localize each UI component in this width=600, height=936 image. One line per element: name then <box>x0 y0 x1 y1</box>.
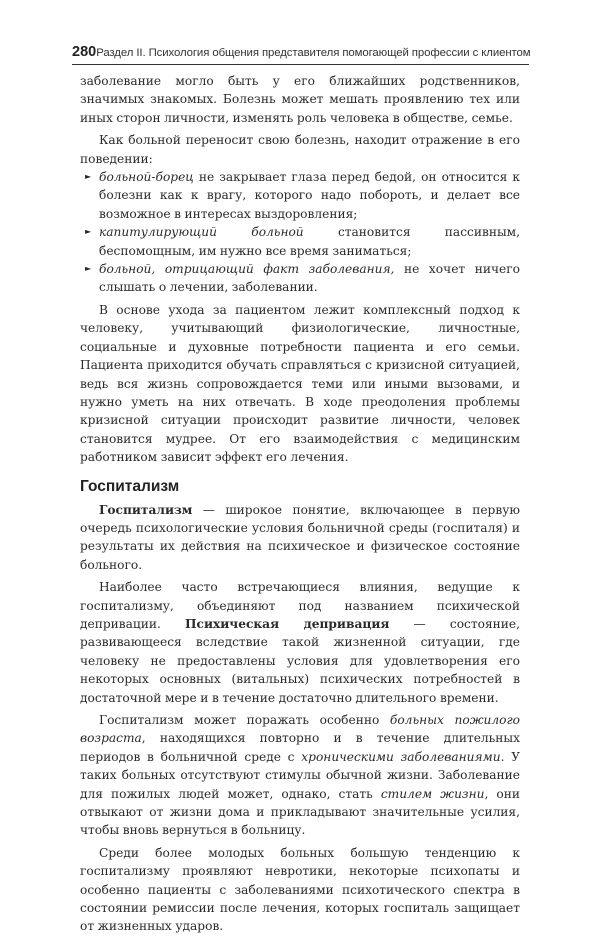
paragraph-text: — широкое понятие, включающее в первую очередь психологические условия больничной среды (госпиталя) и результаты их действия на психическое и физическое состояние больного. <box>80 502 520 572</box>
paragraph-continued: заболевание могло быть у его ближайших родственников, значимых знакомых. Болезнь может мешать проявлению тех или иных сторон личности, изменять роль человека в обществе, семье. <box>80 74 520 125</box>
paragraph-text: , находящихся повторно и в течение длительных периодов в больничной среде с <box>80 731 520 764</box>
list-item <box>80 168 520 223</box>
paragraph-deprivation <box>80 578 520 707</box>
paragraph-text: Госпитализм может поражать особенно <box>99 713 390 727</box>
list-item-term: больной, отрицающий факт заболевания, <box>99 262 395 277</box>
page-number: 280 <box>72 44 97 60</box>
paragraph-text: . У таких больных отсутствуют стимулы обычной жизни. Заболевание для пожилых людей может, однако, стать <box>80 749 521 801</box>
triangle-bullet-icon: ► <box>85 227 92 237</box>
list-item-term: больной-борец <box>99 170 194 185</box>
paragraph-text: Наиболее часто встречающиеся влияния, ведущие к госпитализму, объединяют под названием психической депривации. <box>80 580 520 631</box>
paragraph-elderly <box>80 711 520 840</box>
italic-term: стилем жизни <box>380 786 485 801</box>
italic-term: хроническими заболеваниями <box>301 749 501 764</box>
list-item <box>80 260 520 297</box>
running-title: Раздел II. Психология общения представителя помогающей профессии с клиентом <box>96 47 531 59</box>
bold-term: Психическая депривация <box>185 616 390 631</box>
page-header <box>72 40 529 65</box>
bold-term: Госпитализм <box>99 502 193 517</box>
paragraph-hospitalism-definition <box>80 501 520 575</box>
section-heading: Госпитализм <box>80 477 180 495</box>
list-item <box>80 223 520 260</box>
triangle-bullet-icon: ► <box>85 264 92 274</box>
list-item-text: не закрывает глаза перед бедой, он относится к болезни как к врагу, которого надо побороть, и делает все возможное в интересах выздоровления; <box>99 170 520 221</box>
triangle-bullet-icon: ► <box>85 172 92 182</box>
list-item-term: капитулирующий больной <box>99 225 304 240</box>
paragraph-behavior-intro: Как больной переносит свою болезнь, находит отражение в его поведении: <box>80 133 520 166</box>
paragraph-young-patients: Среди более молодых больных большую тенденцию к госпитализму проявляют невротики, некоторые психопаты и особенно пациенты с заболеваниями психотического спектра в состоянии ремиссии после лечения, которых госпиталь защищает от жизненных ударов. <box>80 845 520 934</box>
behavior-list <box>80 168 520 297</box>
paragraph-text: — состояние, развивающееся вследствие такой жизненной ситуации, где человеку не предоставлены условия для удовлетворения его некоторых основных (витальных) психических потребностей в достаточной мере и в течение достаточно длительного времени. <box>80 616 520 705</box>
page-body <box>80 72 520 936</box>
paragraph-care-approach: В основе ухода за пациентом лежит комплексный подход к человеку, учитывающий физиологические, личностные, социальные и духовные потребности пациента и его семьи. Пациента приходится обучать справляться с кризисной ситуацией, ведь вся жизнь сопровождается теми или иными вызовами, и нужно уметь на них отвечать. В ходе преодоления проблемы кризисной ситуации происходит развитие личности, человек становится мудрее. От его взаимодействия с медицинским работником зависит эффект его лечения. <box>80 302 520 465</box>
italic-term: больных пожилого возраста <box>80 713 520 746</box>
list-item-text: становится пассивным, беспомощным, им нужно все время заниматься; <box>99 225 521 258</box>
list-item-text: не хочет ничего слышать о лечении, заболевании. <box>99 262 520 295</box>
paragraph-text: , они отвыкают от жизни дома и прикладывают значительные усилия, чтобы вновь вернуться в больницу. <box>80 786 520 838</box>
